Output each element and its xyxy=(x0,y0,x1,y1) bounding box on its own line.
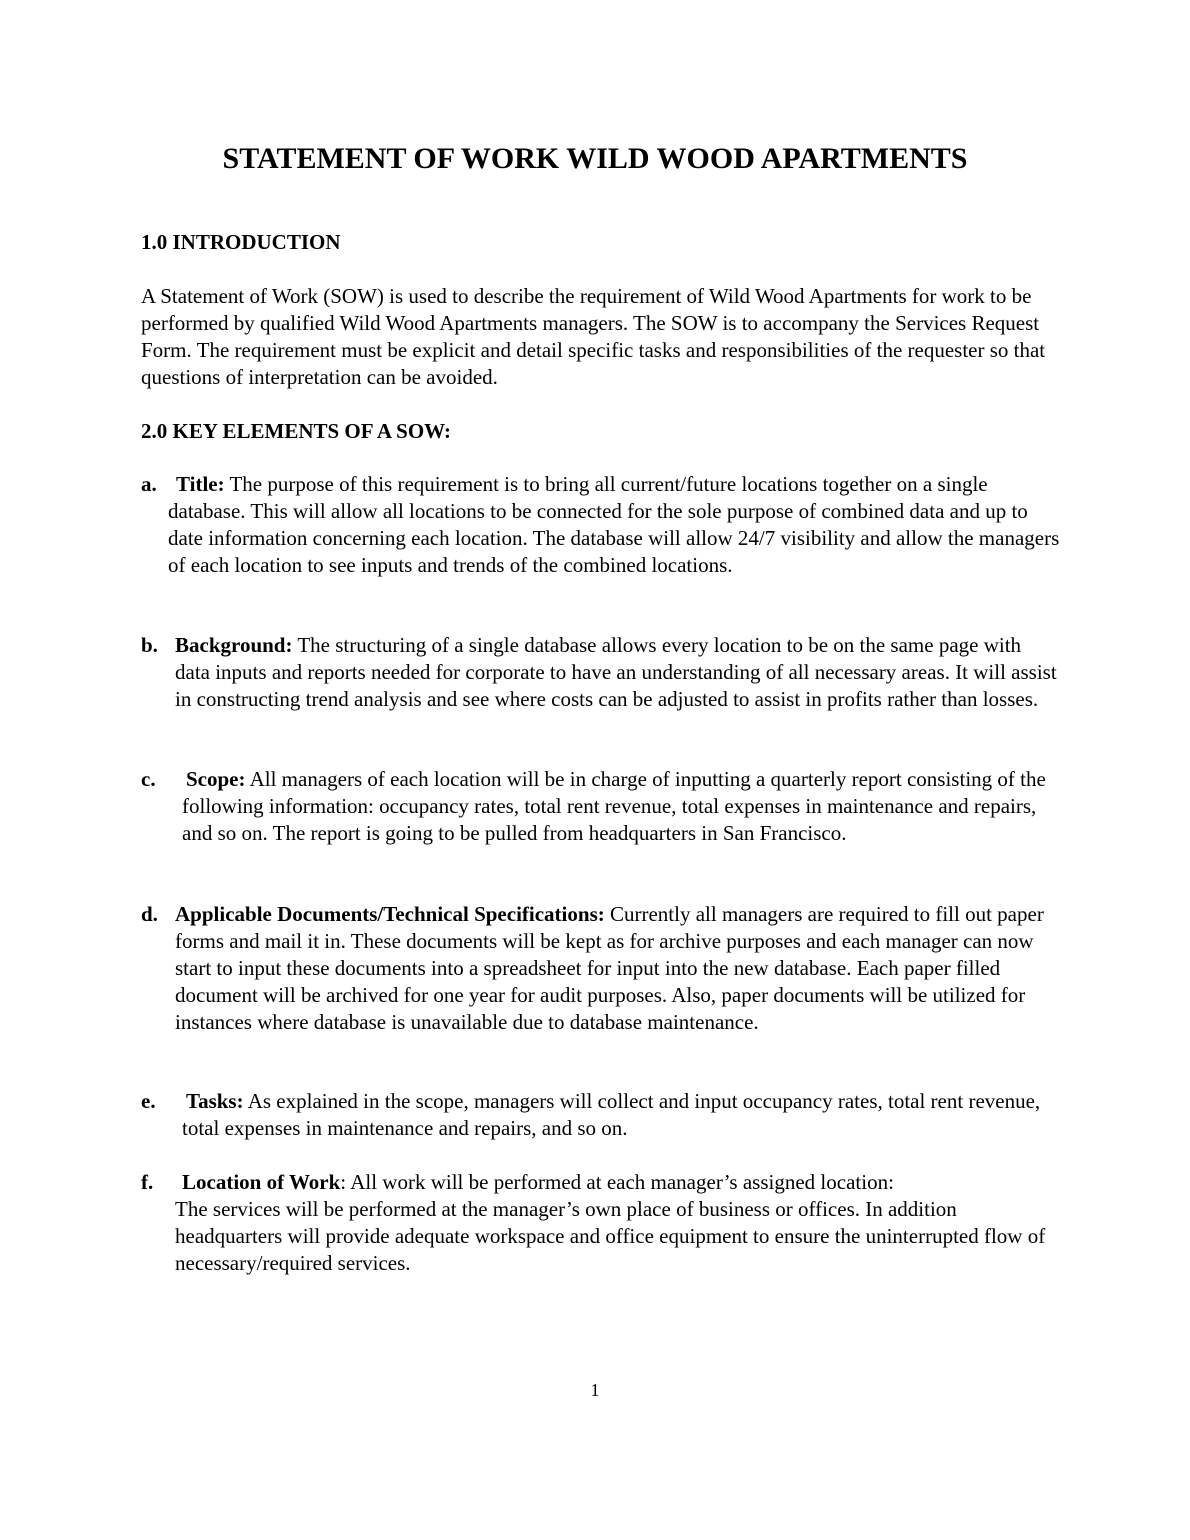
list-marker: f. xyxy=(141,1170,154,1194)
list-item-tasks xyxy=(141,1088,1061,1142)
list-marker: d. xyxy=(141,902,158,926)
list-marker: c. xyxy=(141,767,156,791)
list-item-text: As explained in the scope, managers will collect and input occupancy rates, total rent revenue, total expenses in maintenance and repairs, and so on. xyxy=(182,1089,1041,1140)
list-item-scope xyxy=(141,766,1061,847)
list-item-body xyxy=(141,901,1061,1036)
list-item-body xyxy=(141,471,1061,579)
list-item-term: Tasks: xyxy=(186,1089,244,1113)
list-marker: e. xyxy=(141,1089,156,1113)
list-item-applicable-documents xyxy=(141,901,1061,1036)
list-item-term: Title: xyxy=(176,472,225,496)
list-item-body xyxy=(141,632,1061,713)
introduction-paragraph: A Statement of Work (SOW) is used to describe the requirement of Wild Wood Apartments for work to be performed by qualified Wild Wood Apartments managers. The SOW is to accompany the Services Request Form. The requirement must be explicit and detail specific tasks and responsibilities of the requester so that questions of interpretation can be avoided. xyxy=(141,284,1046,389)
document-title: STATEMENT OF WORK WILD WOOD APARTMENTS xyxy=(222,142,968,175)
list-item-continuation: The services will be performed at the manager’s own place of business or offices. In addition headquarters will provide adequate workspace and office equipment to ensure the uninterrupted flow of necessary/required services. xyxy=(175,1197,1046,1275)
list-item-title xyxy=(141,471,1061,579)
section-heading-introduction: 1.0 INTRODUCTION xyxy=(141,230,341,254)
list-item-location-of-work xyxy=(141,1169,1061,1277)
section-heading-key-elements: 2.0 KEY ELEMENTS OF A SOW: xyxy=(141,419,452,443)
list-item-text: : All work will be performed at each manager’s assigned location: xyxy=(340,1170,894,1194)
list-item-text: The purpose of this requirement is to bring all current/future locations together on a single database. This will allow all locations to be connected for the sole purpose of combined data and up to date information concerning each location. The database will allow 24/7 visibility and allow the managers of each location to see inputs and trends of the combined locations. xyxy=(168,472,1060,577)
list-item-text: Currently all managers are required to fill out paper forms and mail it in. These documents will be kept as for archive purposes and each manager can now start to input these documents into a spreadsheet for input into the new database. Each paper filled document will be archived for one year for audit purposes. Also, paper documents will be utilized for instances where database is unavailable due to database maintenance. xyxy=(175,902,1044,1034)
list-item-background xyxy=(141,632,1061,713)
list-item-text: The structuring of a single database allows every location to be on the same page with data inputs and reports needed for corporate to have an understanding of all necessary areas. It will assist in constructing trend analysis and see where costs can be adjusted to assist in profits rather than losses. xyxy=(175,633,1057,711)
list-item-term: Location of Work xyxy=(182,1170,341,1194)
list-item-body xyxy=(141,1088,1061,1142)
list-marker: a. xyxy=(141,472,157,496)
list-item-term: Applicable Documents/Technical Specifications: xyxy=(175,902,605,926)
list-item-term: Scope: xyxy=(186,767,246,791)
list-item-body xyxy=(141,1169,1061,1277)
list-item-text: All managers of each location will be in charge of inputting a quarterly report consisting of the following information: occupancy rates, total rent revenue, total expenses in maintenance and repairs, and so on. The report is going to be pulled from headquarters in San Francisco. xyxy=(182,767,1046,845)
list-item-body xyxy=(141,766,1061,847)
list-marker: b. xyxy=(141,633,158,657)
page-number: 1 xyxy=(590,1380,600,1400)
list-item-term: Background: xyxy=(175,633,293,657)
